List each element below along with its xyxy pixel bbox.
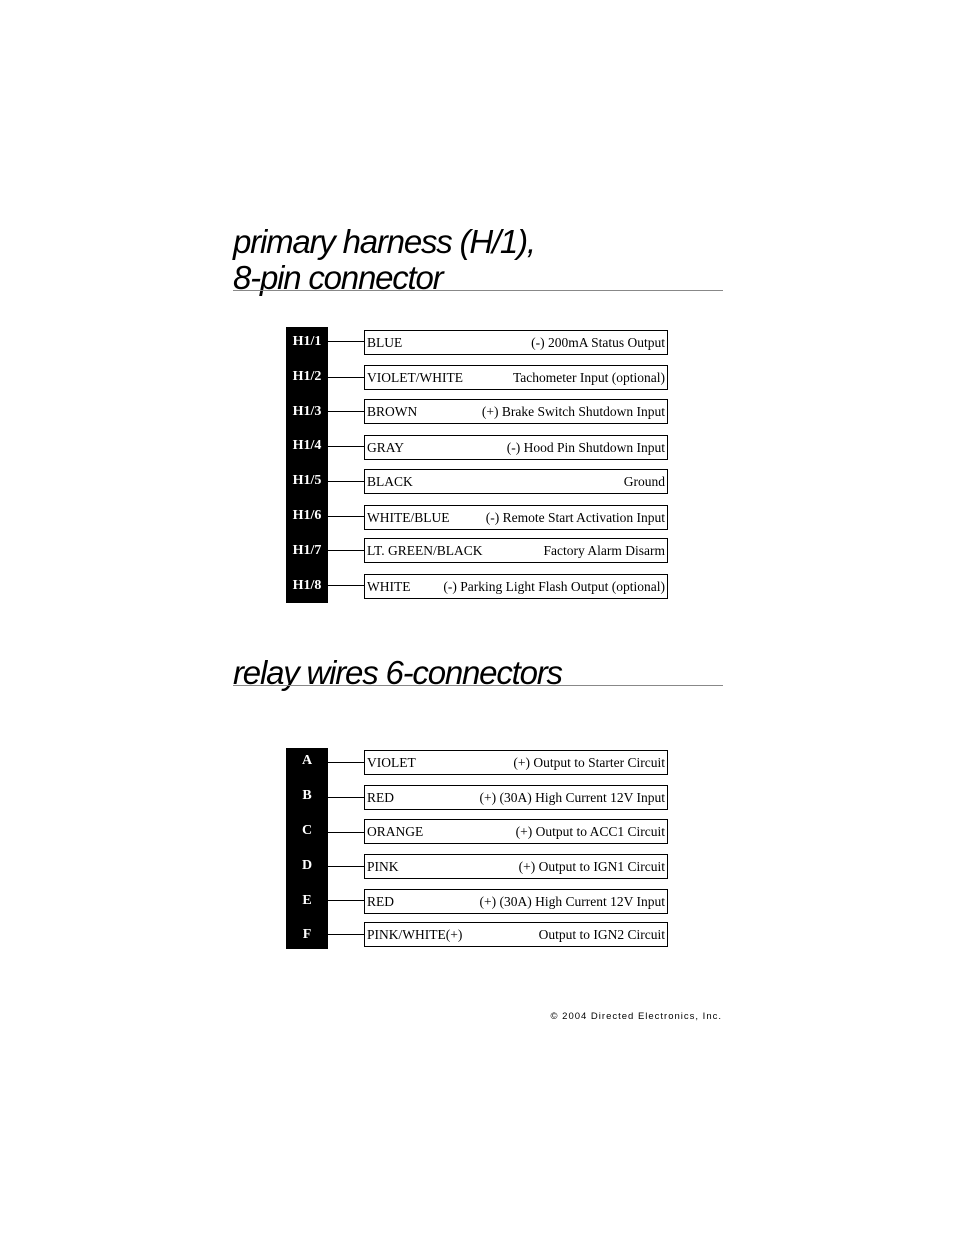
wire-color: VIOLET	[367, 755, 416, 770]
wire-color: BROWN	[367, 404, 418, 419]
wire-function: (-) 200mA Status Output	[531, 335, 665, 350]
wire-function: (-) Remote Start Activation Input	[485, 510, 665, 525]
wire-row	[364, 505, 668, 530]
pin-label: H1/5	[292, 473, 322, 488]
wire-connector-line	[328, 516, 364, 517]
wire-connector-line	[328, 481, 364, 482]
wire-function: Ground	[623, 474, 665, 489]
wire-row	[364, 399, 668, 424]
wire-function: Tachometer Input (optional)	[512, 370, 665, 385]
pin-label: B	[302, 788, 312, 803]
wire-connector-line	[328, 446, 364, 447]
wire-function: (+) (30A) High Current 12V Input	[479, 894, 665, 909]
wire-connector-line	[328, 377, 364, 378]
wire-connector-line	[328, 832, 364, 833]
pin-label: H1/4	[292, 438, 322, 453]
primary-harness-title-line1: primary harness (H/1),	[233, 223, 535, 260]
wire-color: ORANGE	[367, 824, 424, 839]
wire-function: Factory Alarm Disarm	[543, 543, 665, 558]
wire-color: RED	[367, 790, 394, 805]
wire-color: WHITE/BLUE	[367, 510, 450, 525]
wire-row	[364, 469, 668, 494]
pin-label: H1/2	[292, 369, 322, 384]
pin-label: H1/3	[292, 404, 322, 419]
wire-connector-line	[328, 341, 364, 342]
wire-color: BLUE	[367, 335, 403, 350]
pin-label: C	[301, 823, 313, 838]
wire-color: VIOLET/WHITE	[367, 370, 463, 385]
pin-label: A	[301, 753, 313, 768]
copyright-notice: © 2004 Directed Electronics, Inc.	[550, 1011, 722, 1022]
wire-row	[364, 330, 668, 355]
relay-pin-strip	[286, 748, 328, 949]
pin-label: E	[302, 893, 312, 908]
wire-connector-line	[328, 866, 364, 867]
wire-row	[364, 922, 668, 947]
relay-wires-title: relay wires 6-connectors	[233, 654, 562, 691]
wire-function: (+) Output to ACC1 Circuit	[515, 824, 665, 839]
primary-harness-title-line2: 8-pin connector	[233, 259, 443, 296]
wire-color: GRAY	[367, 440, 405, 455]
wire-connector-line	[328, 411, 364, 412]
pin-label: H1/1	[292, 334, 322, 349]
wire-function: (-) Parking Light Flash Output (optional)	[443, 579, 665, 594]
relay-wires-divider	[233, 685, 723, 686]
wire-row	[364, 574, 668, 599]
wire-connector-line	[328, 585, 364, 586]
pin-label: H1/7	[292, 543, 322, 558]
pin-label: H1/8	[292, 578, 322, 593]
wire-row	[364, 538, 668, 563]
primary-harness-pin-strip	[286, 327, 328, 603]
wire-function: (+) (30A) High Current 12V Input	[479, 790, 665, 805]
wire-row	[364, 819, 668, 844]
wire-color: WHITE	[367, 579, 411, 594]
wire-color: RED	[367, 894, 394, 909]
pin-label: F	[302, 927, 312, 942]
wire-function: (+) Output to Starter Circuit	[513, 755, 665, 770]
wire-connector-line	[328, 900, 364, 901]
wire-color: PINK	[367, 859, 399, 874]
wire-row	[364, 854, 668, 879]
wire-connector-line	[328, 762, 364, 763]
wire-color: LT. GREEN/BLACK	[367, 543, 483, 558]
wire-row	[364, 750, 668, 775]
wire-row	[364, 435, 668, 460]
wire-connector-line	[328, 934, 364, 935]
wire-function: (+) Output to IGN1 Circuit	[518, 859, 665, 874]
wire-row	[364, 785, 668, 810]
wire-row	[364, 365, 668, 390]
wire-function: (+) Brake Switch Shutdown Input	[481, 404, 665, 419]
wire-row	[364, 889, 668, 914]
pin-label: D	[301, 858, 313, 873]
pin-label: H1/6	[292, 508, 322, 523]
wire-color: PINK/WHITE(+)	[367, 927, 463, 942]
wire-function: (-) Hood Pin Shutdown Input	[506, 440, 665, 455]
primary-harness-divider	[233, 290, 723, 291]
wire-connector-line	[328, 797, 364, 798]
wire-connector-line	[328, 550, 364, 551]
wire-function: Output to IGN2 Circuit	[538, 927, 665, 942]
wire-color: BLACK	[367, 474, 413, 489]
